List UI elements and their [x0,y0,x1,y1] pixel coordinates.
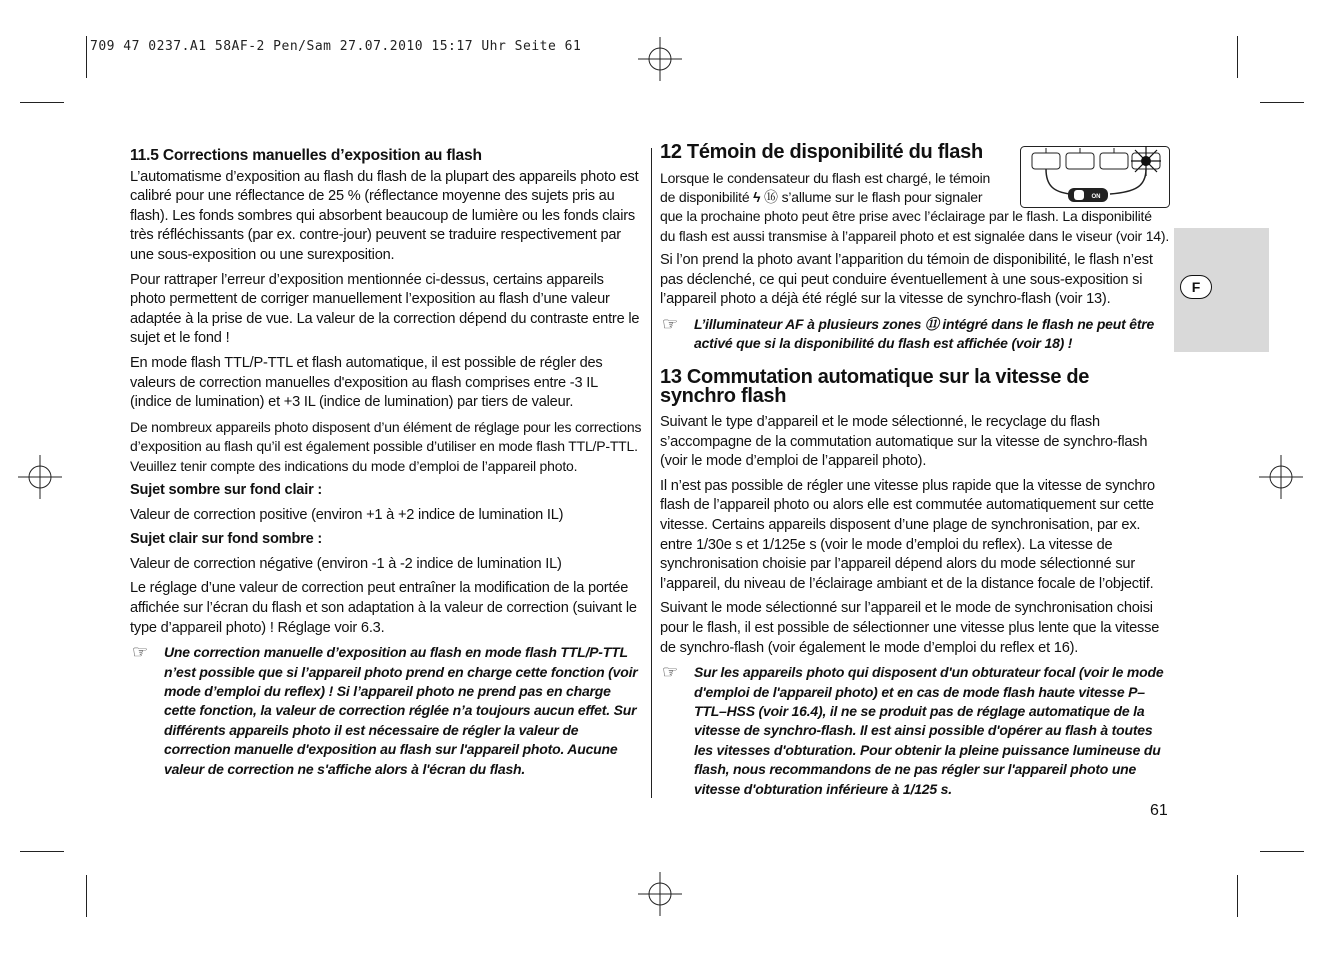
paragraph: L’automatisme d’exposition au flash du flash de la plupart des appareils photo est calibré pour une réflectance de 25 % (réflectance moyenne des sujets pris au flash). Les fonds sombres qui absorbent beaucoup de lumière ou les fonds clairs très réfléchissants (par ex. contre-jour) peuvent se traduire respectivement par une sous-exposition ou une surexposition. [130,168,639,263]
paragraph: Il n’est pas possible de régler une vitesse plus rapide que la vitesse de synchro flash de l’appareil photo ou alors elle est commutée automatiquement sur cette vitesse. Certains appareils disposent d’une plage de synchronisation, par ex. entre 1/30e s et 1/125e s (voir le mode d’emploi du reflex). La vitesse de synchronisation choisie par l’appareil dépend alors du mode sélectionné sur l’appareil, du niveau de l’éclairage ambiant et de la distance focale de l’objectif. [660,477,1155,592]
pointing-hand-icon: ☞ [132,642,148,663]
paragraph: En mode flash TTL/P-TTL et flash automatique, il est possible de régler des valeurs de correction manuelles d'exposition au flash comprises entre -3 IL (indice de lumination) et +3 IL (indice de lumination) par tiers de valeur. [130,354,603,411]
registration-mark-icon [1259,455,1303,499]
left-column [130,146,642,779]
crop-mark [20,851,64,852]
paragraph: Valeur de correction négative (environ -1 à -2 indice de lumination IL) [130,555,562,572]
lightning-bolt-icon: ϟ [753,189,761,205]
paragraph: Lorsque le condensateur du flash est chargé, le témoin de disponibilité ϟ ⑯ s’allume sur le flash pour signaler que la prochaine photo peut être prise avec l’éclairage par le flash. La disponibilité du flash est aussi transmise à l’appareil photo et est signalée dans le viseur (voir 14). [660,169,1170,244]
section-heading-11-5: 11.5 Corrections manuelles d’exposition au flash [130,147,482,164]
note-block [660,663,1170,799]
crop-mark [1260,102,1304,103]
registration-mark-icon [638,872,682,916]
note-text: L’illuminateur AF à plusieurs zones ⑪ intégré dans le flash ne peut être activé que si la disponibilité du flash est affichée (voir 18) ! [694,316,1155,352]
note-text: Une correction manuelle d’exposition au flash en mode flash TTL/P-TTL n’est possible que si l’appareil photo prend en charge cette fonction (voir mode d’emploi du reflex) ! Si l’appareil photo ne prend pas en charge cette fonction, la valeur de correction réglée n’a toujours aucun effet. Sur différents appareils photo il est nécessaire de régler la valeur de correction manuelle d'exposition au flash sur l'appareil photo. Aucune valeur de correction ne s'affiche alors à l'écran du flash. [164,644,638,777]
section-heading-12: 12 Témoin de disponibilité du flash [660,141,983,163]
print-header: 709 47 0237.A1 58AF-2 Pen/Sam 27.07.2010 15:17 Uhr Seite 61 [90,39,582,54]
section-heading-13: 13 Commutation automatique sur la vitesse de synchro flash [660,365,1090,408]
crop-mark [86,875,87,917]
column-divider [651,148,652,798]
note-block [660,315,1170,354]
paragraph: Si l’on prend la photo avant l’apparition du témoin de disponibilité, le flash n’est pas déclenché, ce qui peut conduire éventuellement à une sous-exposition si l’appareil photo a déjà été réglé sur la vitesse de synchro-flash (voir 13). [660,252,1153,308]
registration-mark-icon [638,37,682,81]
on-label: ON [1091,194,1101,200]
paragraph: De nombreux appareils photo disposent d’un élément de réglage pour les corrections d’exposition au flash qu’il est également possible d’utiliser en mode flash TTL/P-TTL. Veuillez tenir compte des indications du mode d’emploi de l’appareil photo. [130,418,642,474]
crop-mark [1237,36,1238,78]
crop-mark [1237,875,1238,917]
crop-mark [1260,851,1304,852]
subheading-dark-subject: Sujet sombre sur fond clair : [130,481,323,498]
language-badge: F [1180,275,1212,299]
paragraph: Suivant le mode sélectionné sur l’appareil et le mode de synchronisation choisi pour le flash, il est possible de sélectionner une vitesse plus lente que la vitesse de synchro-flash (voir également le mode d’emploi du reflex et 16). [660,600,1160,656]
paragraph: Valeur de correction positive (environ +1 à +2 indice de lumination IL) [130,506,564,523]
page-number: 61 [1150,802,1168,819]
crop-mark [86,36,87,78]
paragraph: Suivant le type d’appareil et le mode sélectionné, le recyclage du flash s’accompagne de la commutation automatique sur la vitesse de synchro-flash (voir le mode d’emploi de l’appareil photo). [660,414,1148,470]
paragraph: Pour rattraper l’erreur d’exposition mentionnée ci-dessus, certains appareils photo permettent de corriger manuellement l’exposition au flash d’une valeur adaptée à la prise de vue. La valeur de la correction dépend du contraste entre le sujet et le fond ! [130,271,640,347]
registration-mark-icon [18,455,62,499]
note-text: Sur les appareils photo qui disposent d'un obturateur focal (voir le mode d'emploi de l'appareil photo) et en cas de mode flash haute vitesse P–TTL–HSS (voir 16.4), il ne se produit pas de réglage automatique de la vitesse de synchro-flash. Il est ainsi possible d'opérer au flash à toutes les vitesses d'obturation. Pour obtenir la pleine puissance lumineuse du flash, nous recommandons de ne pas régler sur l'appareil photo une vitesse d'obturation inférieure à 1/125 s. [694,664,1164,797]
reference-number: ⑯ [764,189,778,205]
subheading-light-subject: Sujet clair sur fond sombre : [130,531,323,548]
crop-mark [20,102,64,103]
note-block [130,643,642,779]
pointing-hand-icon: ☞ [662,314,678,334]
pointing-hand-icon: ☞ [662,662,678,683]
right-column [660,143,1170,799]
paragraph: Le réglage d’une valeur de correction peut entraîner la modification de la portée affichée sur l’écran du flash et son adaptation à la valeur de correction (suivant le type d’appareil photo) ! Réglage voir 6.3. [130,580,637,636]
